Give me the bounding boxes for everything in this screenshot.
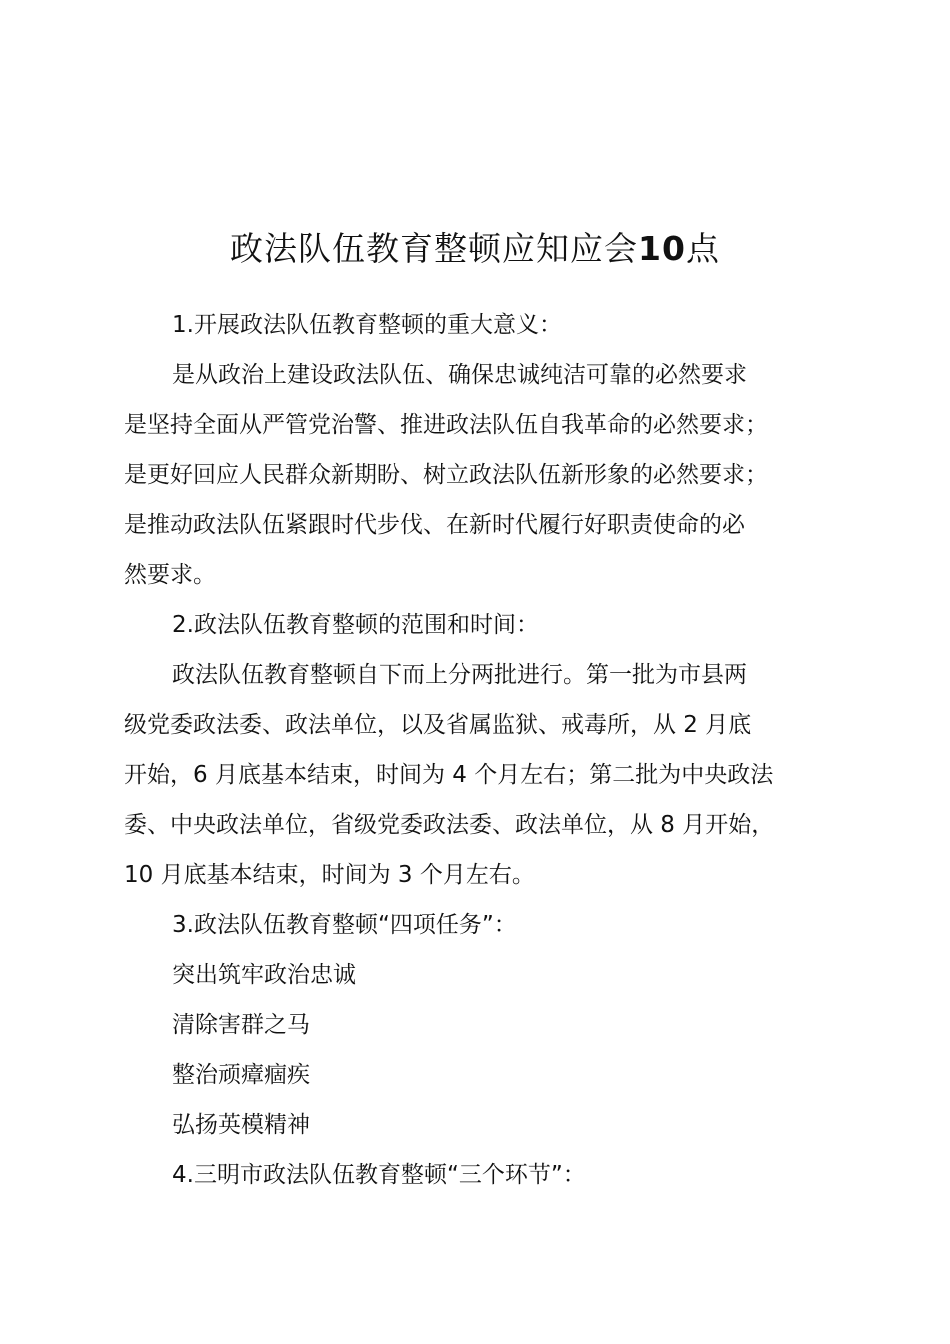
paragraph-line: 然要求。: [124, 562, 216, 588]
document-title: [0, 224, 950, 274]
section-1-paragraph: [124, 350, 864, 600]
paragraph-line: 是推动政法队伍紧跟时代步伐、在新时代履行好职责使命的必: [124, 512, 745, 538]
section-1-heading: 1.开展政法队伍教育整顿的重大意义：: [172, 312, 562, 338]
section-3-heading: 3.政法队伍教育整顿“四项任务”：: [172, 912, 517, 938]
section-4-heading: 4.三明市政法队伍教育整顿“三个环节”：: [172, 1162, 586, 1188]
title-number: 10: [638, 229, 686, 268]
task-item: 整治顽瘴痼疾: [172, 1062, 310, 1088]
section-2-heading: 2.政法队伍教育整顿的范围和时间：: [172, 612, 539, 638]
task-item: 清除害群之马: [172, 1012, 310, 1038]
title-main: 政法队伍教育整顿应知应会: [230, 229, 639, 268]
document-body: [124, 300, 864, 1200]
paragraph-line: 委、中央政法单位，省级党委政法委、政法单位，从 8 月开始，: [124, 812, 775, 838]
task-item: 弘扬英模精神: [172, 1112, 310, 1138]
title-suffix: 点: [685, 229, 720, 268]
paragraph-line: 政法队伍教育整顿自下而上分两批进行。第一批为市县两: [172, 662, 747, 688]
paragraph-line: 级党委政法委、政法单位，以及省属监狱、戒毒所，从 2 月底: [124, 712, 752, 738]
paragraph-line: 开始，6 月底基本结束，时间为 4 个月左右；第二批为中央政法: [124, 762, 774, 788]
section-2-paragraph: [124, 650, 864, 900]
paragraph-line: 10 月底基本结束，时间为 3 个月左右。: [124, 862, 535, 888]
paragraph-line: 是从政治上建设政法队伍、确保忠诚纯洁可靠的必然要求: [172, 362, 747, 388]
task-item: 突出筑牢政治忠诚: [172, 962, 356, 988]
section-3-task-list: [124, 950, 864, 1150]
paragraph-line: 是更好回应人民群众新期盼、树立政法队伍新形象的必然要求；: [124, 462, 768, 488]
paragraph-line: 是坚持全面从严管党治警、推进政法队伍自我革命的必然要求；: [124, 412, 768, 438]
